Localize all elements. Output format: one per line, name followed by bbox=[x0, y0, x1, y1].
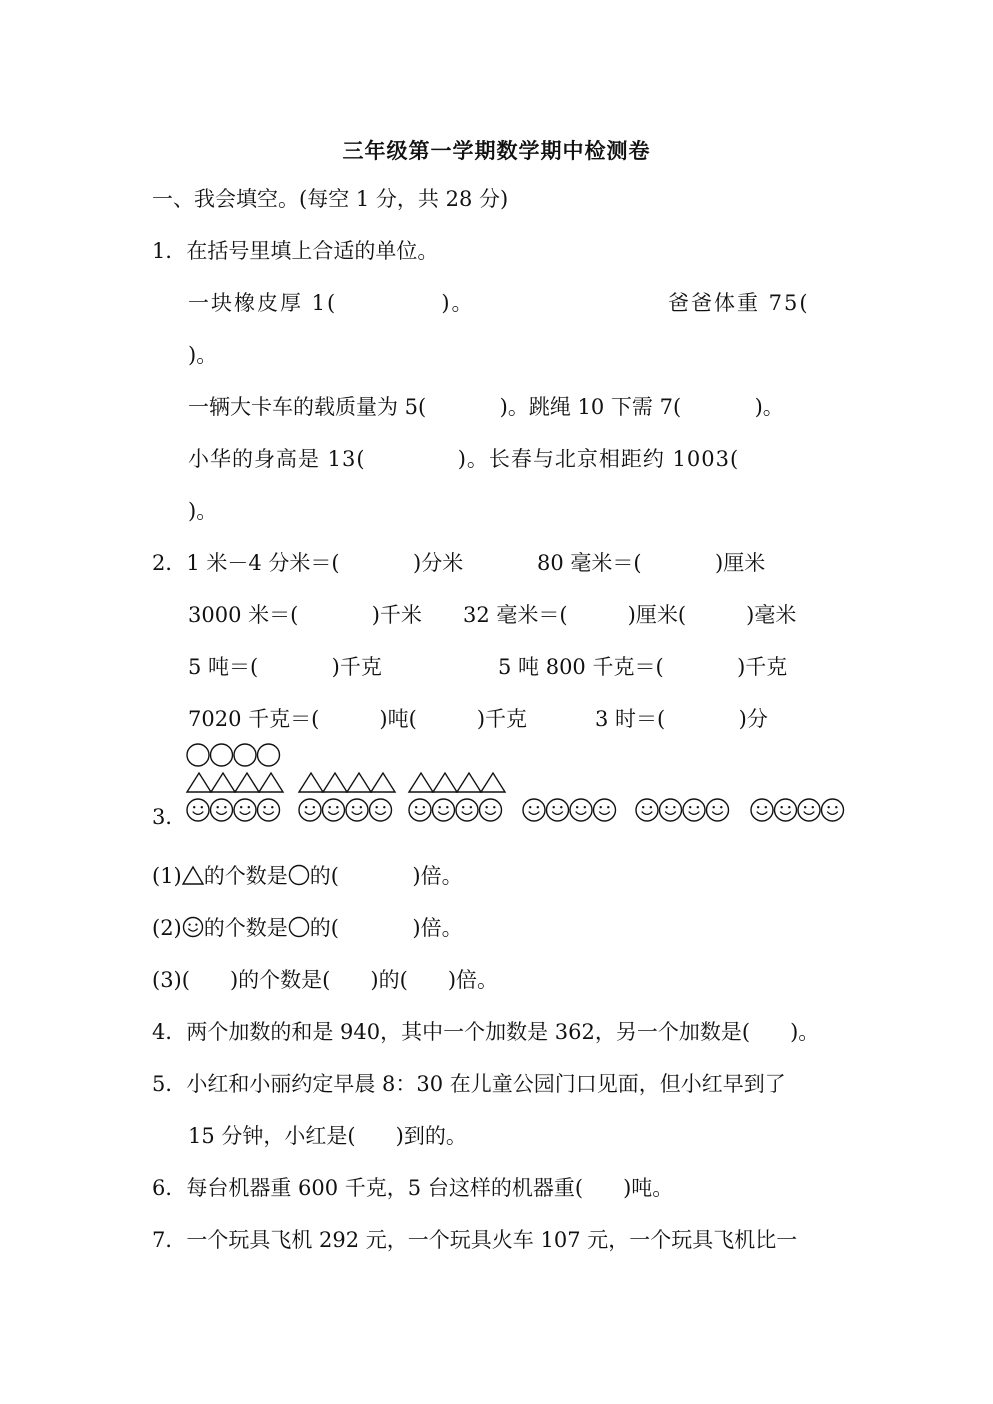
q2-row3-right: 5 吨 800 千克＝( )千克 bbox=[498, 655, 788, 679]
q3-part1-label: (1) bbox=[152, 864, 182, 888]
triangle-shape bbox=[211, 773, 235, 792]
q6-text: 6．每台机器重 600 千克，5 台这样的机器重( )吨。 bbox=[152, 1176, 674, 1200]
q1-line1-cont: )。 bbox=[188, 343, 218, 367]
smiley-shape bbox=[433, 799, 455, 821]
triangle-shape bbox=[259, 773, 283, 792]
smiley-shape bbox=[707, 799, 729, 821]
smiley-shape bbox=[370, 799, 392, 821]
smiley-shape bbox=[547, 799, 569, 821]
triangle-shape bbox=[433, 773, 457, 792]
q1-stem: 1．在括号里填上合适的单位。 bbox=[152, 239, 439, 263]
q3-part2-tail: 的( )倍。 bbox=[309, 916, 463, 940]
q2-row1-left: 2．1 米－4 分米＝( )分米 bbox=[152, 551, 464, 575]
smiley-shape bbox=[346, 799, 368, 821]
smiley-shape bbox=[480, 799, 502, 821]
q2-row4-left: 7020 千克＝( )吨( )千克 bbox=[188, 707, 528, 731]
q3-part1 bbox=[152, 862, 463, 890]
smiley-shape bbox=[594, 799, 616, 821]
circle-shape bbox=[234, 744, 256, 766]
smiley-shape bbox=[299, 799, 321, 821]
q5-line1: 5．小红和小丽约定早晨 8：30 在儿童公园门口见面，但小红早到了 bbox=[152, 1072, 786, 1096]
triangle-shape bbox=[347, 773, 371, 792]
triangle-shape bbox=[371, 773, 395, 792]
smiley-shape bbox=[234, 799, 256, 821]
smiley-shape bbox=[258, 799, 280, 821]
section-heading: 一、我会填空。(每空 1 分，共 28 分) bbox=[152, 187, 509, 211]
triangle-groups bbox=[187, 773, 505, 792]
circle-group bbox=[187, 744, 280, 766]
circle-shape bbox=[258, 744, 280, 766]
q7-text: 7．一个玩具飞机 292 元，一个玩具火车 107 元，一个玩具飞机比一 bbox=[152, 1228, 798, 1252]
q2-row2-right: 32 毫米＝( )厘米( )毫米 bbox=[463, 603, 797, 627]
q2-row2-left: 3000 米＝( )千米 bbox=[188, 603, 422, 627]
q2-row4-right: 3 时＝( )分 bbox=[595, 707, 768, 731]
q2-row1-right: 80 毫米＝( )厘米 bbox=[537, 551, 766, 575]
smiley-icon bbox=[182, 916, 204, 938]
smiley-shape bbox=[187, 799, 209, 821]
triangle-shape bbox=[299, 773, 323, 792]
page-title: 三年级第一学期数学期中检测卷 bbox=[342, 138, 651, 163]
smiley-shape bbox=[570, 799, 592, 821]
smiley-shape bbox=[798, 799, 820, 821]
smiley-shape bbox=[211, 799, 233, 821]
q3-shapes-figure bbox=[0, 740, 993, 840]
circle-shape bbox=[187, 744, 209, 766]
q1-line1-right: 爸爸体重 75( bbox=[668, 291, 810, 315]
q1-line3: 小华的身高是 13( )。长春与北京相距约 1003( bbox=[188, 447, 740, 471]
q3-part2-mid: 的个数是 bbox=[203, 916, 288, 940]
smiley-shape bbox=[409, 799, 431, 821]
smiley-shape bbox=[323, 799, 345, 821]
circle-icon bbox=[288, 916, 310, 938]
circle-icon bbox=[288, 864, 310, 886]
q1-line4: )。 bbox=[188, 499, 218, 523]
triangle-shape bbox=[481, 773, 505, 792]
triangle-shape bbox=[235, 773, 259, 792]
q4-text: 4．两个加数的和是 940，其中一个加数是 362，另一个加数是( )。 bbox=[152, 1020, 820, 1044]
smiley-shape bbox=[636, 799, 658, 821]
q3-part3: (3)( )的个数是( )的( )倍。 bbox=[152, 968, 499, 992]
q1-line2: 一辆大卡车的载质量为 5( )。跳绳 10 下需 7( )。 bbox=[188, 395, 784, 419]
q1-line1-left: 一块橡皮厚 1( )。 bbox=[188, 291, 475, 315]
smiley-shape bbox=[456, 799, 478, 821]
smiley-shape bbox=[660, 799, 682, 821]
smiley-groups bbox=[187, 799, 844, 821]
q3-part1-tail: 的( )倍。 bbox=[309, 864, 463, 888]
smiley-shape bbox=[822, 799, 844, 821]
q3-number: 3． bbox=[152, 805, 187, 829]
q3-part1-mid: 的个数是 bbox=[203, 864, 288, 888]
smiley-shape bbox=[523, 799, 545, 821]
q3-part2-label: (2) bbox=[152, 916, 182, 940]
smiley-shape bbox=[683, 799, 705, 821]
smiley-shape bbox=[775, 799, 797, 821]
triangle-icon bbox=[182, 865, 204, 885]
triangle-shape bbox=[409, 773, 433, 792]
q3-part2 bbox=[152, 914, 463, 942]
smiley-shape bbox=[751, 799, 773, 821]
q5-line2: 15 分钟，小红是( )到的。 bbox=[188, 1124, 467, 1148]
circle-shape bbox=[211, 744, 233, 766]
q2-row3-left: 5 吨＝( )千克 bbox=[188, 655, 382, 679]
triangle-shape bbox=[457, 773, 481, 792]
triangle-shape bbox=[187, 773, 211, 792]
triangle-shape bbox=[323, 773, 347, 792]
